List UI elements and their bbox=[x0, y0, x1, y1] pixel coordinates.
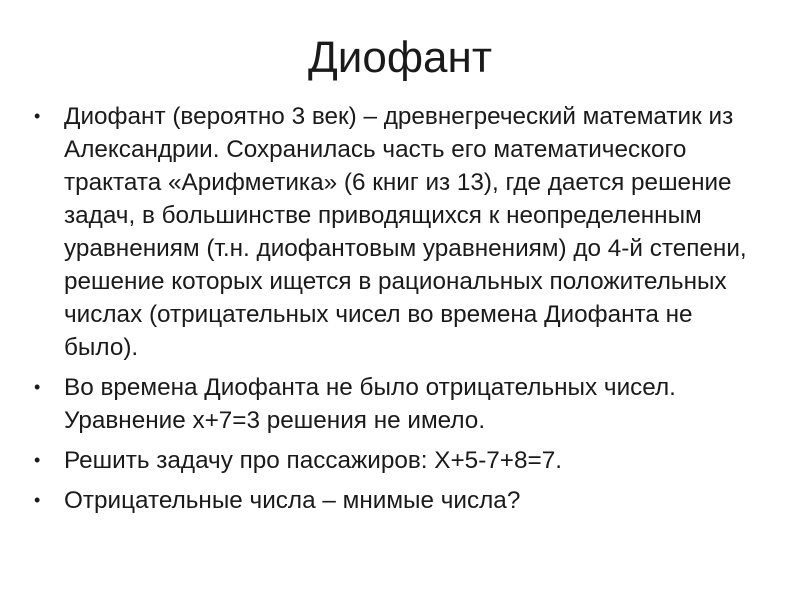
bullet-icon: • bbox=[34, 106, 41, 126]
bullet-item-4 bbox=[30, 484, 770, 517]
slide-title: Диофант bbox=[308, 33, 492, 82]
bullet-icon: • bbox=[34, 450, 41, 470]
bullet-icon: • bbox=[34, 490, 41, 510]
bullet-item-3 bbox=[30, 444, 770, 477]
bullet-item-1 bbox=[30, 100, 770, 364]
bullet-text: Во времена Диофанта не было отрицательных чисел. Уравнение х+7=3 решения не имело. bbox=[64, 374, 676, 434]
bullet-text: Решить задачу про пассажиров: Х+5-7+8=7. bbox=[64, 447, 562, 474]
bullet-text: Диофант (вероятно 3 век) – древнегреческий математик из Александрии. Сохранилась часть его математического трактата «Арифметика» (6 книг из 13), где дается решение задач, в большинстве приводящихся к неопределенным уравнениям (т.н. диофантовым уравнениям) до 4-й степени, решение которых ищется в рациональных положительных числах (отрицательных чисел во времена Диофанта не было). bbox=[64, 103, 747, 361]
bullet-text: Отрицательные числа – мнимые числа? bbox=[64, 487, 521, 514]
bullet-list bbox=[30, 100, 770, 524]
bullet-item-2 bbox=[30, 371, 770, 437]
bullet-icon: • bbox=[34, 377, 41, 397]
